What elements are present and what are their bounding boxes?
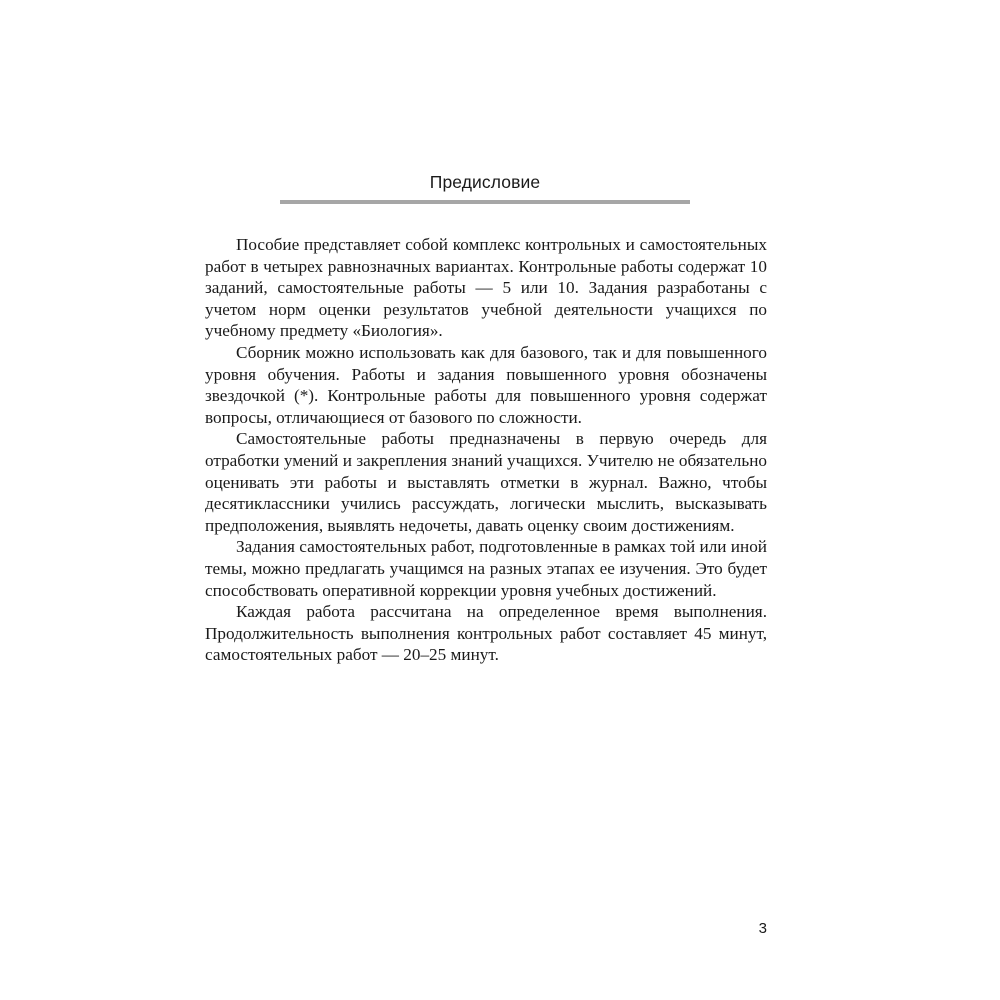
heading-underline <box>280 200 690 204</box>
preface-body <box>205 234 767 666</box>
page-number: 3 <box>758 920 767 937</box>
paragraph-5: Каждая работа рассчитана на определенное время выполнения. Продолжительность выполнения контрольных работ составляет 45 минут, самостоятельных работ — 20–25 минут. <box>205 602 767 665</box>
paragraph-2: Сборник можно использовать как для базового, так и для повышенного уровня обучения. Работы и задания повышенного уровня обозначены звездочкой (*). Контрольные работы для повышенного уровня содержат вопросы, отличающиеся от базового по сложности. <box>205 342 767 427</box>
paragraph-1: Пособие представляет собой комплекс контрольных и самостоятельных работ в четырех равнозначных вариантах. Контрольные работы содержат 10 заданий, самостоятельные работы — 5 или 10. Задания разработаны с учетом норм оценки результатов учебной деятельности учащихся по учебному предмету «Биология». <box>205 235 767 341</box>
paragraph-3: Самостоятельные работы предназначены в первую очередь для отработки умений и закрепления знаний учащихся. Учителю не обязательно оценивать эти работы и выставлять отметки в журнал. Важно, чтобы десятиклассники учились рассуждать, логически мыслить, высказывать предположения, выявлять недочеты, давать оценку своим достижениям. <box>205 429 767 535</box>
paragraph-4: Задания самостоятельных работ, подготовленные в рамках той или иной темы, можно предлагать учащимся на разных этапах ее изучения. Это будет способствовать оперативной коррекции уровня учебных достижений. <box>205 537 767 600</box>
page-heading: Предисловие <box>429 172 541 192</box>
